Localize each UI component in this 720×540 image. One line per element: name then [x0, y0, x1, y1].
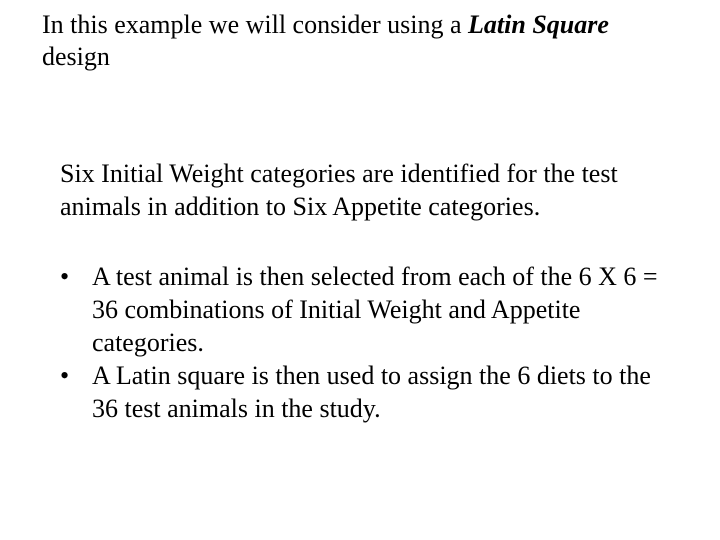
slide-title [42, 9, 682, 73]
bullet-item [60, 260, 670, 359]
title-emphasis: Latin Square [468, 10, 609, 39]
bullet-list [60, 260, 670, 425]
bullet-item [60, 359, 670, 425]
title-prefix: In this example we will consider using a [42, 10, 469, 39]
intro-paragraph: Six Initial Weight categories are identified for the test animals in addition to Six Appetite categories. [60, 159, 618, 221]
bullet-icon: • [60, 262, 70, 291]
title-suffix: design [42, 42, 110, 71]
bullet-icon: • [60, 361, 70, 390]
bullet-text: A test animal is then selected from each of the 6 X 6 = 36 combinations of Initial Weight and Appetite categories. [92, 262, 658, 357]
bullet-text: A Latin square is then used to assign the 6 diets to the 36 test animals in the study. [92, 361, 651, 423]
